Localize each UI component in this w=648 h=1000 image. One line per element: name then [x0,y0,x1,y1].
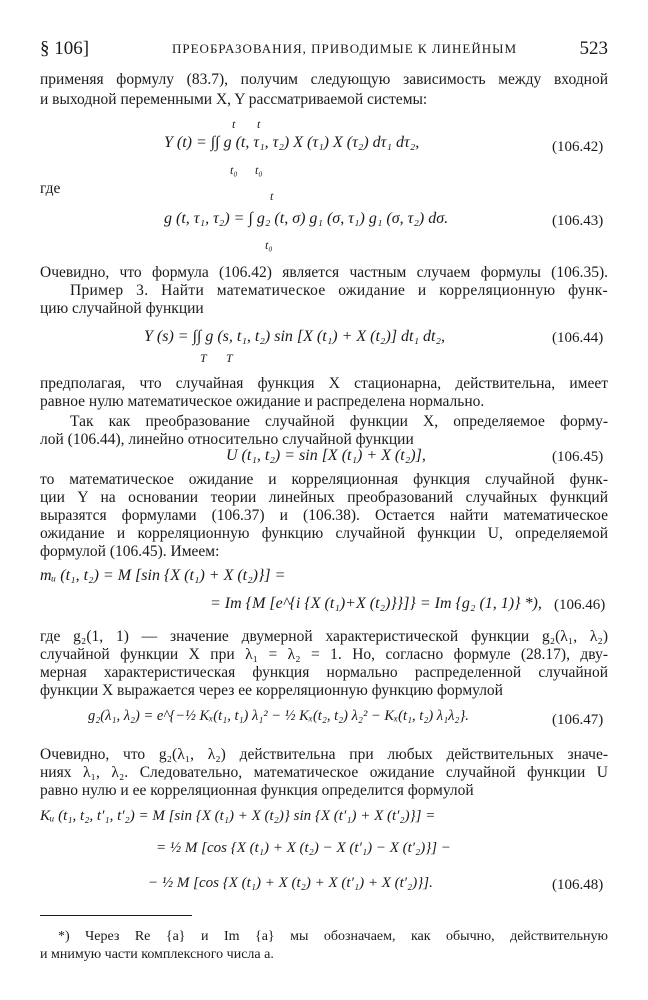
equation-number: (106.42) [552,139,604,155]
section-number: § 106] [40,38,90,59]
text-line: Очевидно, что g₂(λ₁, λ₂) действительна при любых действительных значе- [40,746,608,763]
formula-line: = ½ M [cos {X (t₁) + X (t₂) − X (t′₁) − X (t′₂)}] − [156,840,451,856]
equation-number: (106.46) [554,597,606,613]
lower-limit: T [226,351,233,365]
equation-number: (106.45) [552,449,604,465]
equation-number: (106.47) [552,712,604,728]
text-line: применяя формулу (83.7), получим следующую зависимость между входной [40,71,608,88]
equation-number: (106.43) [552,213,604,229]
text-line: цию случайной функции [40,300,204,317]
text-line: то математическое ожидание и корреляционная функция случайной функ- [40,471,608,488]
text-line: ции Y на основании теории линейных преобразований случайных функций [40,489,608,506]
footnote-line: *) Через Re {a} и Im {a} мы обозначаем, как обычно, действительную [58,929,608,944]
upper-limit: t [232,117,236,131]
text-line: случайной функции X при λ₁ = λ₂ = 1. Но, согласно формуле (28.17), дву- [40,646,608,663]
running-header [40,38,608,62]
footnote-line: и мнимую части комплексного числа a. [40,947,274,962]
equation-number: (106.48) [552,877,604,893]
text-line: ниях λ₁, λ₂. Следовательно, математическое ожидание случайной функции U [40,764,608,781]
text-line: где g₂(1, 1) — значение двумерной характеристической функции g₂(λ₁, λ₂) [40,628,608,645]
upper-limit: t [270,189,274,203]
text-line: Очевидно, что формула (106.42) является частным случаем формулы (106.35). [40,264,608,281]
formula-line: mᵤ (t₁, t₂) = M [sin {X (t₁) + X (t₂)}] = [40,567,286,584]
text-line: где [40,180,61,197]
formula-line: = Im {M [e^{i {X (t₁)+X (t₂)}}]} = Im {g₂ (1, 1)} *), [210,595,542,612]
footnote-rule [40,915,192,916]
lower-limit: t₀ [265,238,273,252]
formula: Y (s) = ∫∫ g (s, t₁, t₂) sin [X (t₁) + X (t₂)] dt₁ dt₂, [144,328,446,345]
formula-line: − ½ M [cos {X (t₁) + X (t₂) + X (t′₁) + X (t′₂)}]. [148,875,433,891]
text-line: функции X выражается через ее корреляционную функцию формулой [40,682,503,699]
text-line: Так как преобразование случайной функции X, определяемое форму- [70,413,608,430]
text-line: лой (106.44), линейно относительно случайной функции [40,431,414,448]
formula: g (t, τ₁, τ₂) = ∫ g₂ (t, σ) g₁ (σ, τ₁) g₁ (σ, τ₂) dσ. [164,210,449,227]
formula: g₂(λ₁, λ₂) = e^{−½ Kₓ(t₁, t₁) λ₁² − ½ Kₓ(t₂, t₂) λ₂² − Kₓ(t₁, t₂) λ₁λ₂}. [88,708,469,724]
page-number: 523 [579,38,608,59]
text-line: равно нулю и ее корреляционная функция определится формулой [40,782,474,799]
example-heading: Пример 3. Найти математическое ожидание и корреляционную функ- [70,282,608,299]
text-line: предполагая, что случайная функция X стационарна, действительна, имеет [40,375,608,392]
upper-limit: t [257,117,261,131]
lower-limit: t₀ [230,163,238,177]
equation-number: (106.44) [552,330,604,346]
text-line: мерная характеристическая функция нормально распределенной случайной [40,664,608,681]
text-line: ожидание и корреляционную функцию случайной функции U, определяемой [40,525,608,542]
formula: U (t₁, t₂) = sin [X (t₁) + X (t₂)], [226,447,426,464]
lower-limit: T [200,351,207,365]
text-line: формулой (106.45). Имеем: [40,543,220,560]
text-line: и выходной переменными X, Y рассматриваемой системы: [40,91,428,108]
running-title: ПРЕОБРАЗОВАНИЯ, ПРИВОДИМЫЕ К ЛИНЕЙНЫМ [172,41,518,56]
formula: Y (t) = ∫∫ g (t, τ₁, τ₂) X (τ₁) X (τ₂) dτ₁ dτ₂, [164,134,420,151]
text-line: равное нулю математическое ожидание и распределена нормально. [40,393,485,410]
formula-line: Kᵤ (t₁, t₂, t′₁, t′₂) = M [sin {X (t₁) + X (t₂)} sin {X (t′₁) + X (t′₂)}] = [40,808,436,824]
text-line: выразятся формулами (106.37) и (106.38). Остается найти математическое [40,507,608,524]
lower-limit: t₀ [255,163,263,177]
